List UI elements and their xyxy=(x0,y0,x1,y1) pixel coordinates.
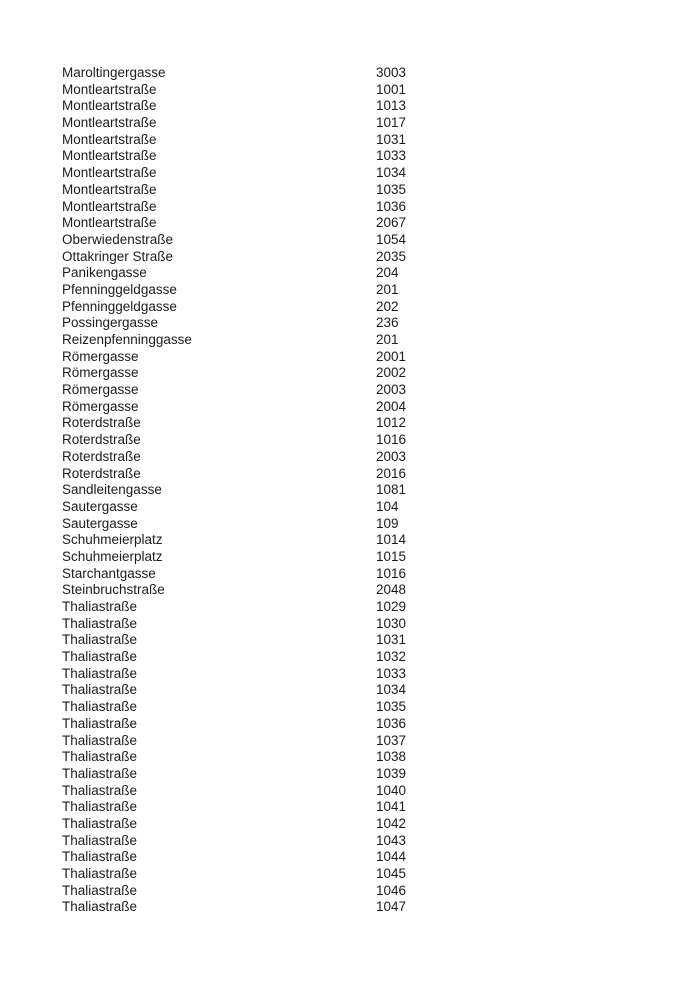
table-row xyxy=(62,98,406,115)
table-row xyxy=(62,148,406,165)
street-name-cell: Montleartstraße xyxy=(62,215,157,231)
street-name-cell: Thaliastraße xyxy=(62,649,138,665)
street-name-cell: Sautergasse xyxy=(62,515,138,531)
table-row xyxy=(62,215,406,232)
street-name-cell: Thaliastraße xyxy=(62,749,138,765)
street-name-cell: Montleartstraße xyxy=(62,198,157,214)
table-row xyxy=(62,499,406,516)
district-number-cell: 1001 xyxy=(376,81,407,97)
table-row xyxy=(62,299,406,316)
street-name-cell: Sandleitengasse xyxy=(62,482,162,498)
table-row xyxy=(62,649,406,666)
street-name-cell: Römergasse xyxy=(62,365,139,381)
street-name-cell: Pfenninggeldgasse xyxy=(62,281,177,297)
street-name-cell: Reizenpfenninggasse xyxy=(62,332,192,347)
district-number-cell: 2003 xyxy=(376,382,407,398)
district-number-cell: 1033 xyxy=(376,148,407,164)
district-number-cell: 1012 xyxy=(376,415,407,431)
district-number-cell: 1016 xyxy=(376,432,407,448)
district-number-cell: 1016 xyxy=(376,565,407,581)
street-name-cell: Montleartstraße xyxy=(62,115,157,131)
table-row xyxy=(62,899,406,916)
street-name-cell: Römergasse xyxy=(62,382,139,398)
district-number-cell: 202 xyxy=(376,298,399,314)
table-row xyxy=(62,232,406,249)
street-name-cell: Thaliastraße xyxy=(62,832,138,848)
street-name-cell: Thaliastraße xyxy=(62,765,138,781)
table-row xyxy=(62,816,406,833)
district-number-cell: 1036 xyxy=(376,715,407,731)
street-name-cell: Steinbruchstraße xyxy=(62,582,165,598)
district-number-cell: 1032 xyxy=(376,649,407,665)
district-number-cell: 1047 xyxy=(376,899,407,915)
table-row xyxy=(62,766,406,783)
district-number-cell: 1039 xyxy=(376,765,407,781)
street-name-cell: Roterdstraße xyxy=(62,415,141,431)
table-row xyxy=(62,699,406,716)
street-name-cell: Pfenninggeldgasse xyxy=(62,298,177,314)
district-number-cell: 2035 xyxy=(376,248,407,264)
street-name-cell: Thaliastraße xyxy=(62,782,138,798)
table-row xyxy=(62,599,406,616)
table-row xyxy=(62,582,406,599)
district-number-cell: 1037 xyxy=(376,732,407,748)
district-number-cell: 204 xyxy=(376,265,399,281)
district-number-cell: 1015 xyxy=(376,548,407,564)
table-row xyxy=(62,666,406,683)
district-number-cell: 1014 xyxy=(376,532,407,548)
table-row xyxy=(62,866,406,883)
table-row xyxy=(62,249,406,266)
street-name-cell: Thaliastraße xyxy=(62,632,138,648)
table-row xyxy=(62,315,406,332)
table-row xyxy=(62,199,406,216)
street-name-cell: Thaliastraße xyxy=(62,799,138,815)
table-row xyxy=(62,265,406,282)
table-row xyxy=(62,65,406,82)
district-number-cell: 2048 xyxy=(376,582,407,598)
table-row xyxy=(62,749,406,766)
street-name-cell: Thaliastraße xyxy=(62,732,138,748)
street-name-cell: Montleartstraße xyxy=(62,81,157,97)
district-number-cell: 104 xyxy=(376,498,399,514)
district-number-cell: 1046 xyxy=(376,882,407,898)
street-name-cell: Thaliastraße xyxy=(62,615,138,631)
district-number-cell: 1013 xyxy=(376,98,407,114)
street-name-cell: Thaliastraße xyxy=(62,682,138,698)
district-number-cell: 109 xyxy=(376,515,399,531)
street-name-cell: Thaliastraße xyxy=(62,866,138,881)
street-name-cell: Maroltingergasse xyxy=(62,65,166,80)
table-row xyxy=(62,82,406,99)
table-row xyxy=(62,399,406,416)
street-name-cell: Possingergasse xyxy=(62,315,159,331)
district-number-cell: 2067 xyxy=(376,215,407,231)
street-name-cell: Starchantgasse xyxy=(62,565,156,581)
district-number-cell: 1054 xyxy=(376,231,407,247)
table-row xyxy=(62,883,406,900)
district-number-cell: 1031 xyxy=(376,632,407,648)
district-number-cell: 1031 xyxy=(376,131,407,147)
street-name-cell: Thaliastraße xyxy=(62,882,138,898)
table-row xyxy=(62,516,406,533)
street-name-cell: Roterdstraße xyxy=(62,465,141,481)
district-number-cell: 1038 xyxy=(376,749,407,765)
table-row xyxy=(62,849,406,866)
table-row xyxy=(62,632,406,649)
district-number-cell: 2001 xyxy=(376,348,407,364)
street-name-cell: Montleartstraße xyxy=(62,165,157,181)
table-row xyxy=(62,432,406,449)
table-row xyxy=(62,449,406,466)
street-name-cell: Oberwiedenstraße xyxy=(62,231,174,247)
street-name-cell: Panikengasse xyxy=(62,265,147,281)
table-row xyxy=(62,783,406,800)
district-number-cell: 1045 xyxy=(376,866,407,881)
street-name-cell: Schuhmeierplatz xyxy=(62,548,163,564)
district-number-cell: 201 xyxy=(376,281,399,297)
table-row xyxy=(62,733,406,750)
street-name-cell: Thaliastraße xyxy=(62,815,138,831)
table-row xyxy=(62,833,406,850)
table-row xyxy=(62,482,406,499)
district-number-cell: 1033 xyxy=(376,665,407,681)
table-row xyxy=(62,415,406,432)
district-number-cell: 2004 xyxy=(376,398,407,414)
street-name-cell: Schuhmeierplatz xyxy=(62,532,163,548)
district-number-cell: 236 xyxy=(376,315,399,331)
table-row xyxy=(62,616,406,633)
street-name-cell: Thaliastraße xyxy=(62,599,138,614)
district-number-cell: 1042 xyxy=(376,815,407,831)
district-number-cell: 1030 xyxy=(376,615,407,631)
district-number-cell: 1041 xyxy=(376,799,407,815)
table-row xyxy=(62,282,406,299)
district-number-cell: 1034 xyxy=(376,682,407,698)
district-number-cell: 1035 xyxy=(376,181,407,197)
district-number-cell: 1081 xyxy=(376,482,407,498)
district-number-cell: 2002 xyxy=(376,365,407,381)
district-number-cell: 1040 xyxy=(376,782,407,798)
table-row xyxy=(62,716,406,733)
table-row xyxy=(62,532,406,549)
street-name-cell: Thaliastraße xyxy=(62,665,138,681)
street-name-cell: Thaliastraße xyxy=(62,699,138,715)
district-number-cell: 1044 xyxy=(376,849,407,865)
table-row xyxy=(62,799,406,816)
table-row xyxy=(62,132,406,149)
table-row xyxy=(62,349,406,366)
street-name-cell: Montleartstraße xyxy=(62,148,157,164)
street-name-cell: Ottakringer Straße xyxy=(62,248,174,264)
street-name-cell: Montleartstraße xyxy=(62,181,157,197)
district-number-cell: 2003 xyxy=(376,448,407,464)
street-name-cell: Montleartstraße xyxy=(62,131,157,147)
table-row xyxy=(62,365,406,382)
table-row xyxy=(62,115,406,132)
table-row xyxy=(62,332,406,349)
district-number-cell: 1034 xyxy=(376,165,407,181)
table-row xyxy=(62,182,406,199)
district-number-cell: 2016 xyxy=(376,465,407,481)
district-number-cell: 201 xyxy=(376,332,399,347)
district-number-cell: 1036 xyxy=(376,198,407,214)
street-name-cell: Thaliastraße xyxy=(62,849,138,865)
table-row xyxy=(62,382,406,399)
district-number-cell: 1043 xyxy=(376,832,407,848)
table-row xyxy=(62,466,406,483)
street-name-cell: Römergasse xyxy=(62,348,139,364)
street-number-list xyxy=(62,65,406,916)
street-name-cell: Sautergasse xyxy=(62,498,138,514)
table-row xyxy=(62,682,406,699)
street-name-cell: Thaliastraße xyxy=(62,715,138,731)
street-name-cell: Roterdstraße xyxy=(62,432,141,448)
street-name-cell: Montleartstraße xyxy=(62,98,157,114)
street-name-cell: Thaliastraße xyxy=(62,899,138,915)
district-number-cell: 1029 xyxy=(376,599,407,614)
table-row xyxy=(62,165,406,182)
street-name-cell: Roterdstraße xyxy=(62,448,141,464)
table-row xyxy=(62,549,406,566)
table-row xyxy=(62,566,406,583)
district-number-cell: 3003 xyxy=(376,65,407,80)
district-number-cell: 1017 xyxy=(376,115,407,131)
street-name-cell: Römergasse xyxy=(62,398,139,414)
district-number-cell: 1035 xyxy=(376,699,407,715)
